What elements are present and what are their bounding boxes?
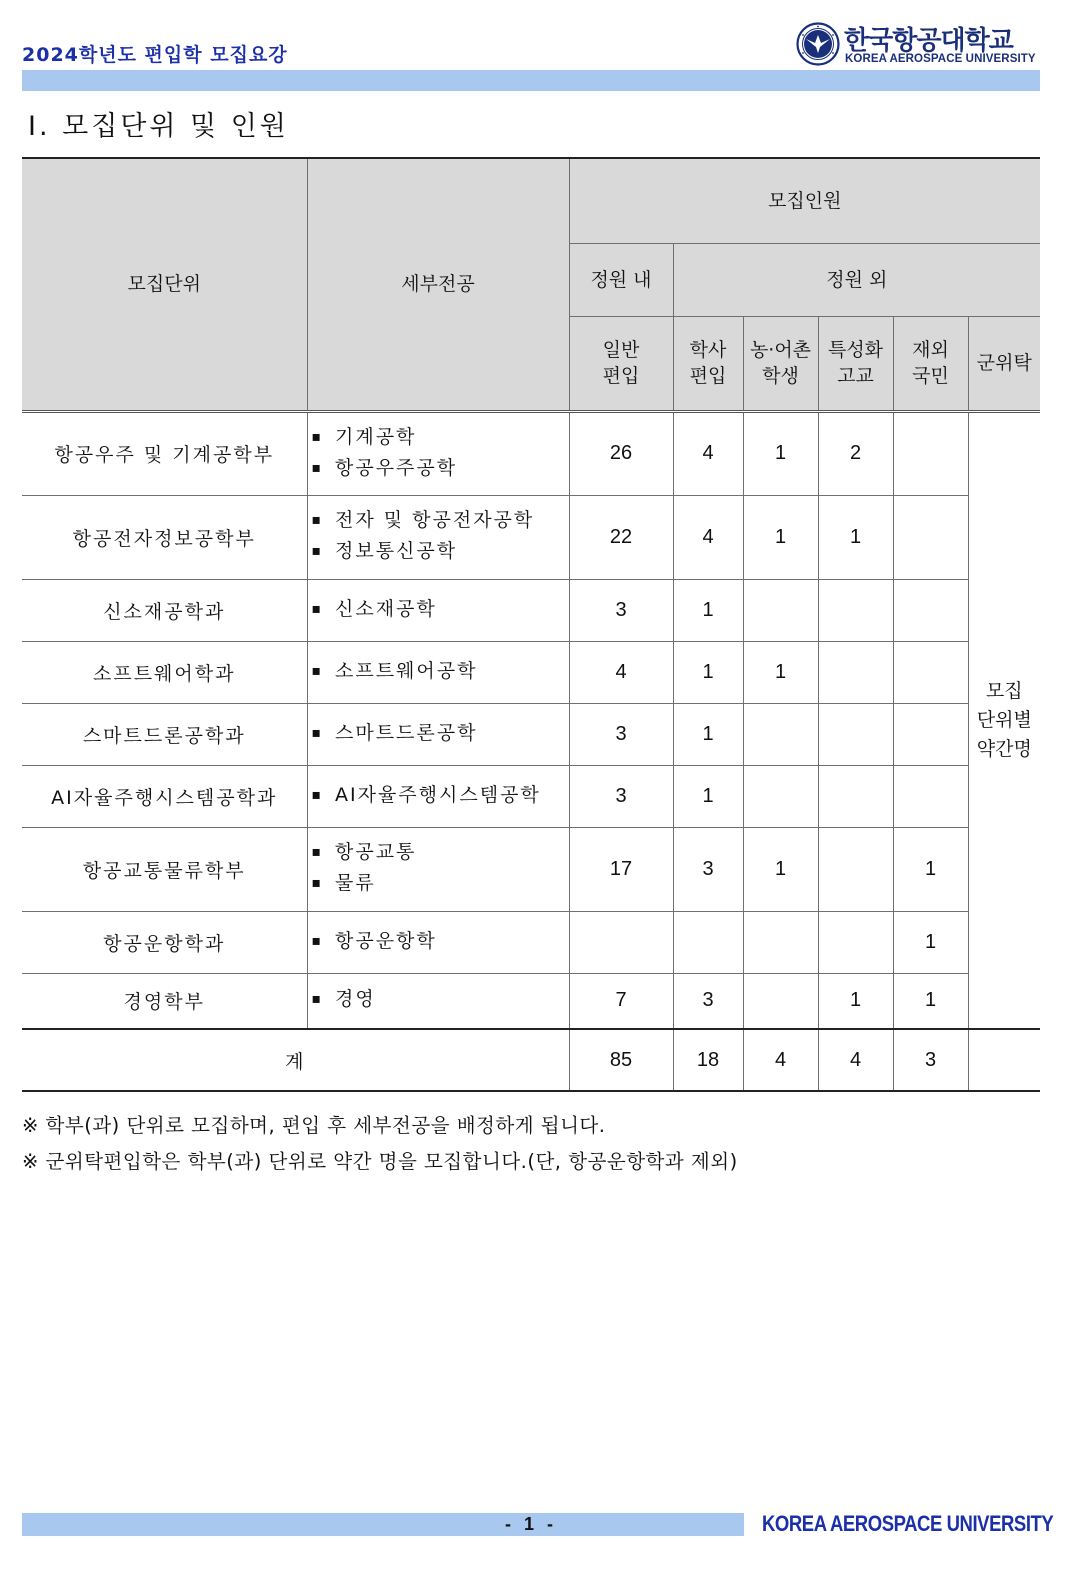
document-title: 2024학년도 편입학 모집요강 (22, 44, 288, 66)
bachelor-cell: 1 (673, 765, 743, 827)
general-cell: 22 (569, 495, 673, 579)
special-cell (818, 641, 893, 703)
total-rural: 4 (743, 1029, 818, 1091)
rural-cell: 1 (743, 641, 818, 703)
table-row (22, 827, 1040, 911)
header-rural: 농·어촌 학생 (743, 316, 818, 411)
section-title: Ⅰ. 모집단위 및 인원 (28, 111, 289, 142)
total-military (968, 1029, 1040, 1091)
total-bachelor: 18 (673, 1029, 743, 1091)
bachelor-cell: 1 (673, 641, 743, 703)
rural-cell (743, 765, 818, 827)
unit-cell: 신소재공학과 (22, 579, 307, 641)
majors-cell (307, 411, 569, 495)
total-row (22, 1029, 1040, 1091)
header-military: 군위탁 (968, 316, 1040, 411)
unit-cell: AI자율주행시스템공학과 (22, 765, 307, 827)
rural-cell: 1 (743, 411, 818, 495)
general-cell (569, 911, 673, 973)
header-general: 일반 편입 (569, 316, 673, 411)
footnote: ※ 학부(과) 단위로 모집하며, 편입 후 세부전공을 배정하게 됩니다. (22, 1114, 606, 1137)
majors-cell (307, 579, 569, 641)
unit-cell: 항공운항학과 (22, 911, 307, 973)
header-quota: 모집인원 (569, 158, 1040, 243)
majors-cell (307, 641, 569, 703)
major-item: ▪ 정보통신공학 (312, 537, 569, 568)
quota-table (22, 157, 1040, 1092)
unit-cell: 소프트웨어학과 (22, 641, 307, 703)
header-special: 특성화 고교 (818, 316, 893, 411)
table-row (22, 641, 1040, 703)
majors-cell (307, 973, 569, 1029)
page-number: - 1 - (505, 1514, 558, 1534)
major-item: ▪ 경영 (312, 985, 569, 1016)
special-cell (818, 911, 893, 973)
logo-korean-name: 한국항공대학교 (844, 26, 1013, 56)
table-row (22, 495, 1040, 579)
unit-cell: 항공전자정보공학부 (22, 495, 307, 579)
total-special: 4 (818, 1029, 893, 1091)
footnotes (22, 1108, 738, 1180)
bachelor-cell: 4 (673, 411, 743, 495)
header-within-quota: 정원 내 (569, 243, 673, 316)
major-item: ▪ AI자율주행시스템공학 (312, 781, 569, 812)
bachelor-cell: 1 (673, 579, 743, 641)
overseas-cell (893, 641, 968, 703)
table-row (22, 411, 1040, 495)
bachelor-cell (673, 911, 743, 973)
special-cell: 1 (818, 495, 893, 579)
special-cell (818, 765, 893, 827)
total-label: 계 (22, 1029, 569, 1091)
footer-university-name: KOREA AEROSPACE UNIVERSITY (762, 1511, 1054, 1536)
overseas-cell (893, 411, 968, 495)
table-row (22, 703, 1040, 765)
header-bar (22, 70, 1040, 91)
general-cell: 3 (569, 765, 673, 827)
major-item: ▪ 물류 (312, 869, 569, 900)
university-seal-icon (796, 22, 840, 66)
rural-cell: 1 (743, 495, 818, 579)
major-item: ▪ 스마트드론공학 (312, 719, 569, 750)
special-cell: 2 (818, 411, 893, 495)
general-cell: 3 (569, 703, 673, 765)
logo-english-name: KOREA AEROSPACE UNIVERSITY (845, 53, 1036, 65)
special-cell (818, 703, 893, 765)
unit-cell: 항공교통물류학부 (22, 827, 307, 911)
total-overseas: 3 (893, 1029, 968, 1091)
rural-cell (743, 973, 818, 1029)
header-outside-quota: 정원 외 (673, 243, 1040, 316)
overseas-cell (893, 579, 968, 641)
majors-cell (307, 827, 569, 911)
general-cell: 3 (569, 579, 673, 641)
major-item: ▪ 기계공학 (312, 423, 569, 454)
overseas-cell: 1 (893, 827, 968, 911)
majors-cell (307, 703, 569, 765)
table-row (22, 973, 1040, 1029)
header-major: 세부전공 (307, 158, 569, 411)
rural-cell (743, 911, 818, 973)
overseas-cell (893, 765, 968, 827)
bachelor-cell: 3 (673, 973, 743, 1029)
footnote: ※ 군위탁편입학은 학부(과) 단위로 약간 명을 모집합니다.(단, 항공운항학과 제외) (22, 1150, 738, 1173)
university-logo (796, 20, 1046, 70)
general-cell: 17 (569, 827, 673, 911)
rural-cell (743, 579, 818, 641)
rural-cell: 1 (743, 827, 818, 911)
majors-cell (307, 911, 569, 973)
major-item: ▪ 신소재공학 (312, 595, 569, 626)
major-item: ▪ 항공운항학 (312, 927, 569, 958)
major-item: ▪ 항공우주공학 (312, 454, 569, 485)
general-cell: 4 (569, 641, 673, 703)
table-row (22, 579, 1040, 641)
majors-cell (307, 495, 569, 579)
overseas-cell (893, 495, 968, 579)
majors-cell (307, 765, 569, 827)
general-cell: 7 (569, 973, 673, 1029)
special-cell (818, 827, 893, 911)
header-overseas: 재외 국민 (893, 316, 968, 411)
header-bachelor: 학사 편입 (673, 316, 743, 411)
table-row (22, 911, 1040, 973)
general-cell: 26 (569, 411, 673, 495)
overseas-cell (893, 703, 968, 765)
bachelor-cell: 4 (673, 495, 743, 579)
bachelor-cell: 3 (673, 827, 743, 911)
bachelor-cell: 1 (673, 703, 743, 765)
major-item: ▪ 전자 및 항공전자공학 (312, 506, 569, 537)
table-row (22, 765, 1040, 827)
overseas-cell: 1 (893, 973, 968, 1029)
unit-cell: 항공우주 및 기계공학부 (22, 411, 307, 495)
header-unit: 모집단위 (22, 158, 307, 411)
special-cell (818, 579, 893, 641)
unit-cell: 스마트드론공학과 (22, 703, 307, 765)
unit-cell: 경영학부 (22, 973, 307, 1029)
rural-cell (743, 703, 818, 765)
major-item: ▪ 소프트웨어공학 (312, 657, 569, 688)
overseas-cell: 1 (893, 911, 968, 973)
special-cell: 1 (818, 973, 893, 1029)
footer-bar (22, 1513, 744, 1536)
total-general: 85 (569, 1029, 673, 1091)
major-item: ▪ 항공교통 (312, 838, 569, 869)
military-note-cell: 모집 단위별 약간명 (968, 411, 1040, 1029)
